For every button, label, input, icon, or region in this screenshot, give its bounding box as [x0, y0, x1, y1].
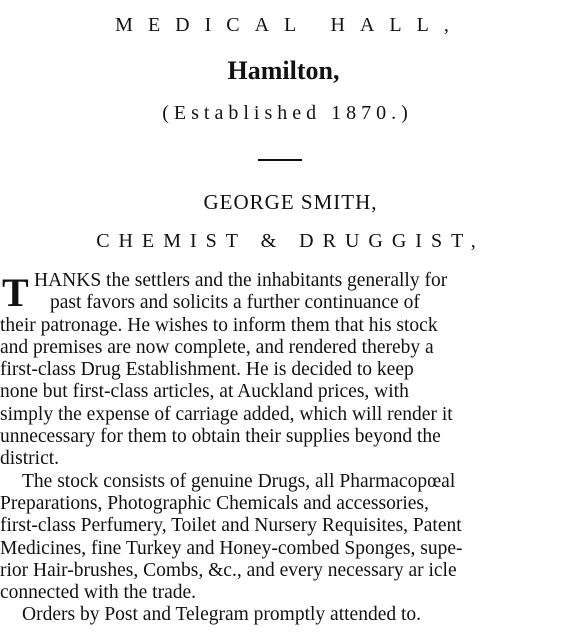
body-line: Medicines, fine Turkey and Honey-combed Sponges, supe- — [0, 537, 463, 559]
section-divider — [258, 159, 302, 161]
body-line: first-class Perfumery, Toilet and Nursery Requisites, Patent — [0, 515, 462, 537]
proprietor-name: GEORGE SMITH, — [203, 190, 378, 214]
body-line: HANKS the settlers and the inhabitants generally for — [34, 270, 448, 291]
body-line: rior Hair-brushes, Combs, &c., and every necessary ar icle — [0, 559, 457, 581]
advert-body — [0, 270, 567, 627]
trade-title: CHEMIST & DRUGGIST, — [96, 230, 485, 252]
established-line: (Established 1870.) — [162, 102, 413, 124]
body-line: their patronage. He wishes to inform them that his stock — [0, 314, 438, 336]
body-line: simply the expense of carriage added, which will render it — [0, 403, 453, 425]
body-line: first-class Drug Establishment. He is decided to keep — [0, 359, 414, 381]
body-line: The stock consists of genuine Drugs, all Pharmacopœal — [22, 470, 456, 492]
drop-cap: T — [2, 270, 29, 315]
body-line: unnecessary for them to obtain their supplies beyond the — [0, 426, 441, 448]
body-line: district. — [0, 448, 60, 470]
advert-title: MEDICAL HALL, — [115, 14, 464, 36]
body-line: and premises are now complete, and rendered thereby a — [0, 336, 434, 358]
closing-line: Orders by Post and Telegram promptly attended to. — [22, 604, 422, 626]
town-name: Hamilton, — [227, 56, 340, 85]
body-line: past favors and solicits a further continuance of — [50, 292, 420, 314]
body-line: connected with the trade. — [0, 582, 196, 604]
body-line: none but first-class articles, at Auckland prices, with — [0, 381, 409, 403]
body-line: Preparations, Photographic Chemicals and accessories, — [0, 492, 429, 514]
